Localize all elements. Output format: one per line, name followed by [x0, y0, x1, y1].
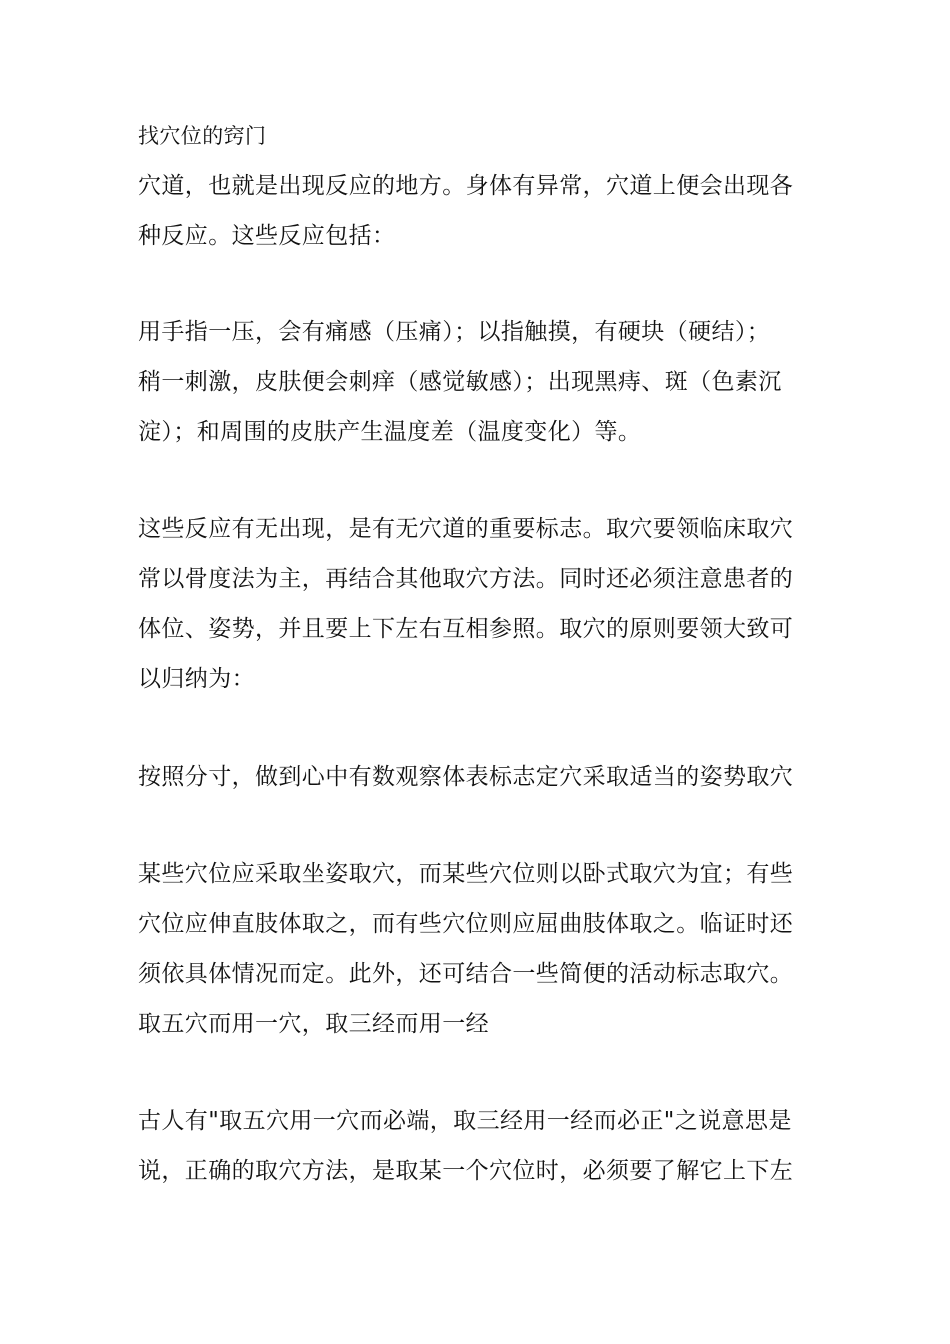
document-title: 找穴位的窍门	[138, 124, 267, 148]
text-line: 说，正确的取穴方法，是取某一个穴位时，必须要了解它上下左	[138, 1158, 794, 1184]
text-line: 取五穴而用一穴，取三经而用一经	[138, 1011, 489, 1037]
text-line: 某些穴位应采取坐姿取穴，而某些穴位则以卧式取穴为宜；有些	[138, 861, 794, 887]
text-line: 稍一刺激，皮肤便会刺痒（感觉敏感）；出现黑痔、斑（色素沉	[138, 369, 782, 395]
text-line: 须依具体情况而定。此外，还可结合一些简便的活动标志取穴。	[138, 961, 794, 987]
text-line: 体位、姿势，并且要上下左右互相参照。取穴的原则要领大致可	[138, 616, 794, 642]
text-line: 这些反应有无出现，是有无穴道的重要标志。取穴要领临床取穴	[138, 516, 794, 542]
text-line: 穴道，也就是出现反应的地方。身体有异常，穴道上便会出现各	[138, 173, 794, 199]
text-line: 古人有"取五穴用一穴而必端，取三经用一经而必正"之说意思是	[138, 1108, 792, 1134]
text-line: 按照分寸，做到心中有数观察体表标志定穴采取适当的姿势取穴	[138, 764, 794, 790]
text-line: 以归纳为：	[138, 666, 255, 692]
text-line: 种反应。这些反应包括：	[138, 223, 396, 249]
text-line: 用手指一压，会有痛感（压痛）；以指触摸，有硬块（硬结）；	[138, 319, 771, 345]
text-line: 淀）；和周围的皮肤产生温度差（温度变化）等。	[138, 419, 642, 445]
text-line: 常以骨度法为主，再结合其他取穴方法。同时还必须注意患者的	[138, 566, 794, 592]
text-line: 穴位应伸直肢体取之，而有些穴位则应屈曲肢体取之。临证时还	[138, 911, 794, 937]
